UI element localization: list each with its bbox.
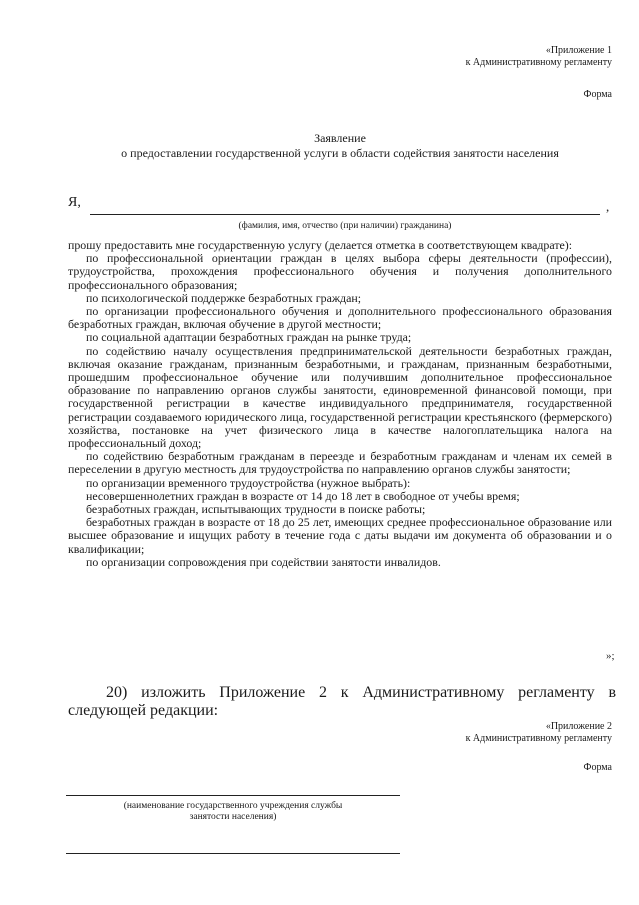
amendment-text: 20) изложить Приложение 2 к Административному регламенту в следующей редакции: bbox=[68, 684, 616, 719]
application-subtitle: о предоставлении государственной услуги в области содействия занятости населения bbox=[121, 146, 559, 160]
option-minors[interactable]: несовершеннолетних граждан в возрасте от 14 до 18 лет в свободное от учебы время; bbox=[86, 488, 520, 503]
appendix-1-line2: к Административному регламенту bbox=[465, 57, 612, 68]
name-line[interactable] bbox=[90, 214, 600, 215]
appendix-2-form-label: Форма bbox=[583, 762, 612, 773]
appendix-2-line2: к Административному регламенту bbox=[465, 733, 612, 744]
i-label: Я, bbox=[68, 195, 81, 210]
option-job-search-difficulty[interactable]: безработных граждан, испытывающих трудности в поиске работы; bbox=[86, 502, 426, 517]
institution-caption bbox=[66, 801, 400, 823]
amendment-paragraph bbox=[68, 684, 616, 720]
appendix-2-line1: «Приложение 2 bbox=[545, 721, 612, 732]
service-options-list bbox=[68, 239, 612, 569]
option-disabled-support[interactable]: по организации сопровождения при содействии занятости инвалидов. bbox=[86, 554, 441, 569]
institution-line[interactable] bbox=[66, 795, 400, 796]
closing-mark: »; bbox=[606, 650, 615, 662]
option-social-adaptation[interactable]: по социальной адаптации безработных граждан на рынке труда; bbox=[86, 330, 412, 345]
option-temporary-employment[interactable]: по организации временного трудоустройства (нужное выбрать): bbox=[86, 475, 411, 490]
appendix-1-header bbox=[312, 45, 612, 69]
name-line-comma: , bbox=[606, 199, 610, 214]
institution-caption-line1: (наименование государственного учреждения службы bbox=[123, 801, 343, 811]
second-blank-line[interactable] bbox=[66, 853, 400, 854]
option-relocation[interactable]: по содействию безработным гражданам в переезде и безработным гражданам и членам их семей в переселении в другую местность для трудоустройства по направлению органов службы занятости; bbox=[68, 449, 612, 477]
name-caption: (фамилия, имя, отчество (при наличии) гражданина) bbox=[238, 221, 452, 231]
appendix-2-header bbox=[312, 721, 612, 745]
appendix-1-form-label: Форма bbox=[583, 89, 612, 100]
request-intro: прошу предоставить мне государственную услугу (делается отметка в соответствующем квадрате): bbox=[68, 238, 573, 252]
appendix-1-line1: «Приложение 1 bbox=[545, 45, 612, 56]
option-psychological-support[interactable]: по психологической поддержке безработных граждан; bbox=[86, 290, 362, 305]
option-young-graduates[interactable]: безработных граждан в возрасте от 18 до 25 лет, имеющих среднее профессиональное образование или высшее образование и ищущих работу в течение года с даты выдачи им документа об образовании и о квалификации; bbox=[68, 515, 612, 556]
option-vocational-training[interactable]: по организации профессионального обучения и дополнительного профессионального образования безработных граждан, включая обучение в другой местности; bbox=[68, 304, 612, 332]
option-career-guidance[interactable]: по профессиональной ориентации граждан в целях выбора сферы деятельности (профессии), трудоустройства, прохождения профессионального обучения и получения дополнительного профессионального образования; bbox=[68, 251, 612, 292]
application-title: Заявление bbox=[314, 131, 366, 145]
institution-caption-line2: занятости населения) bbox=[189, 812, 277, 822]
option-entrepreneurship[interactable]: по содействию началу осуществления предпринимательской деятельности безработных граждан, включая оказание гражданам, признанным безработными, и гражданам, признанным безработными, прошедшим профессиональное обучение или получившим дополнительное профессиональное образование по направлению органов службы занятости, единовременной финансовой помощи, при государственной регистрации в качестве индивидуального предпринимателя, государственной регистрации создаваемого юридического лица, государственной регистрации крестьянского (фермерского) хозяйства, постановке на учет физического лица в качестве налогоплательщика налога на профессиональный доход; bbox=[68, 343, 612, 451]
